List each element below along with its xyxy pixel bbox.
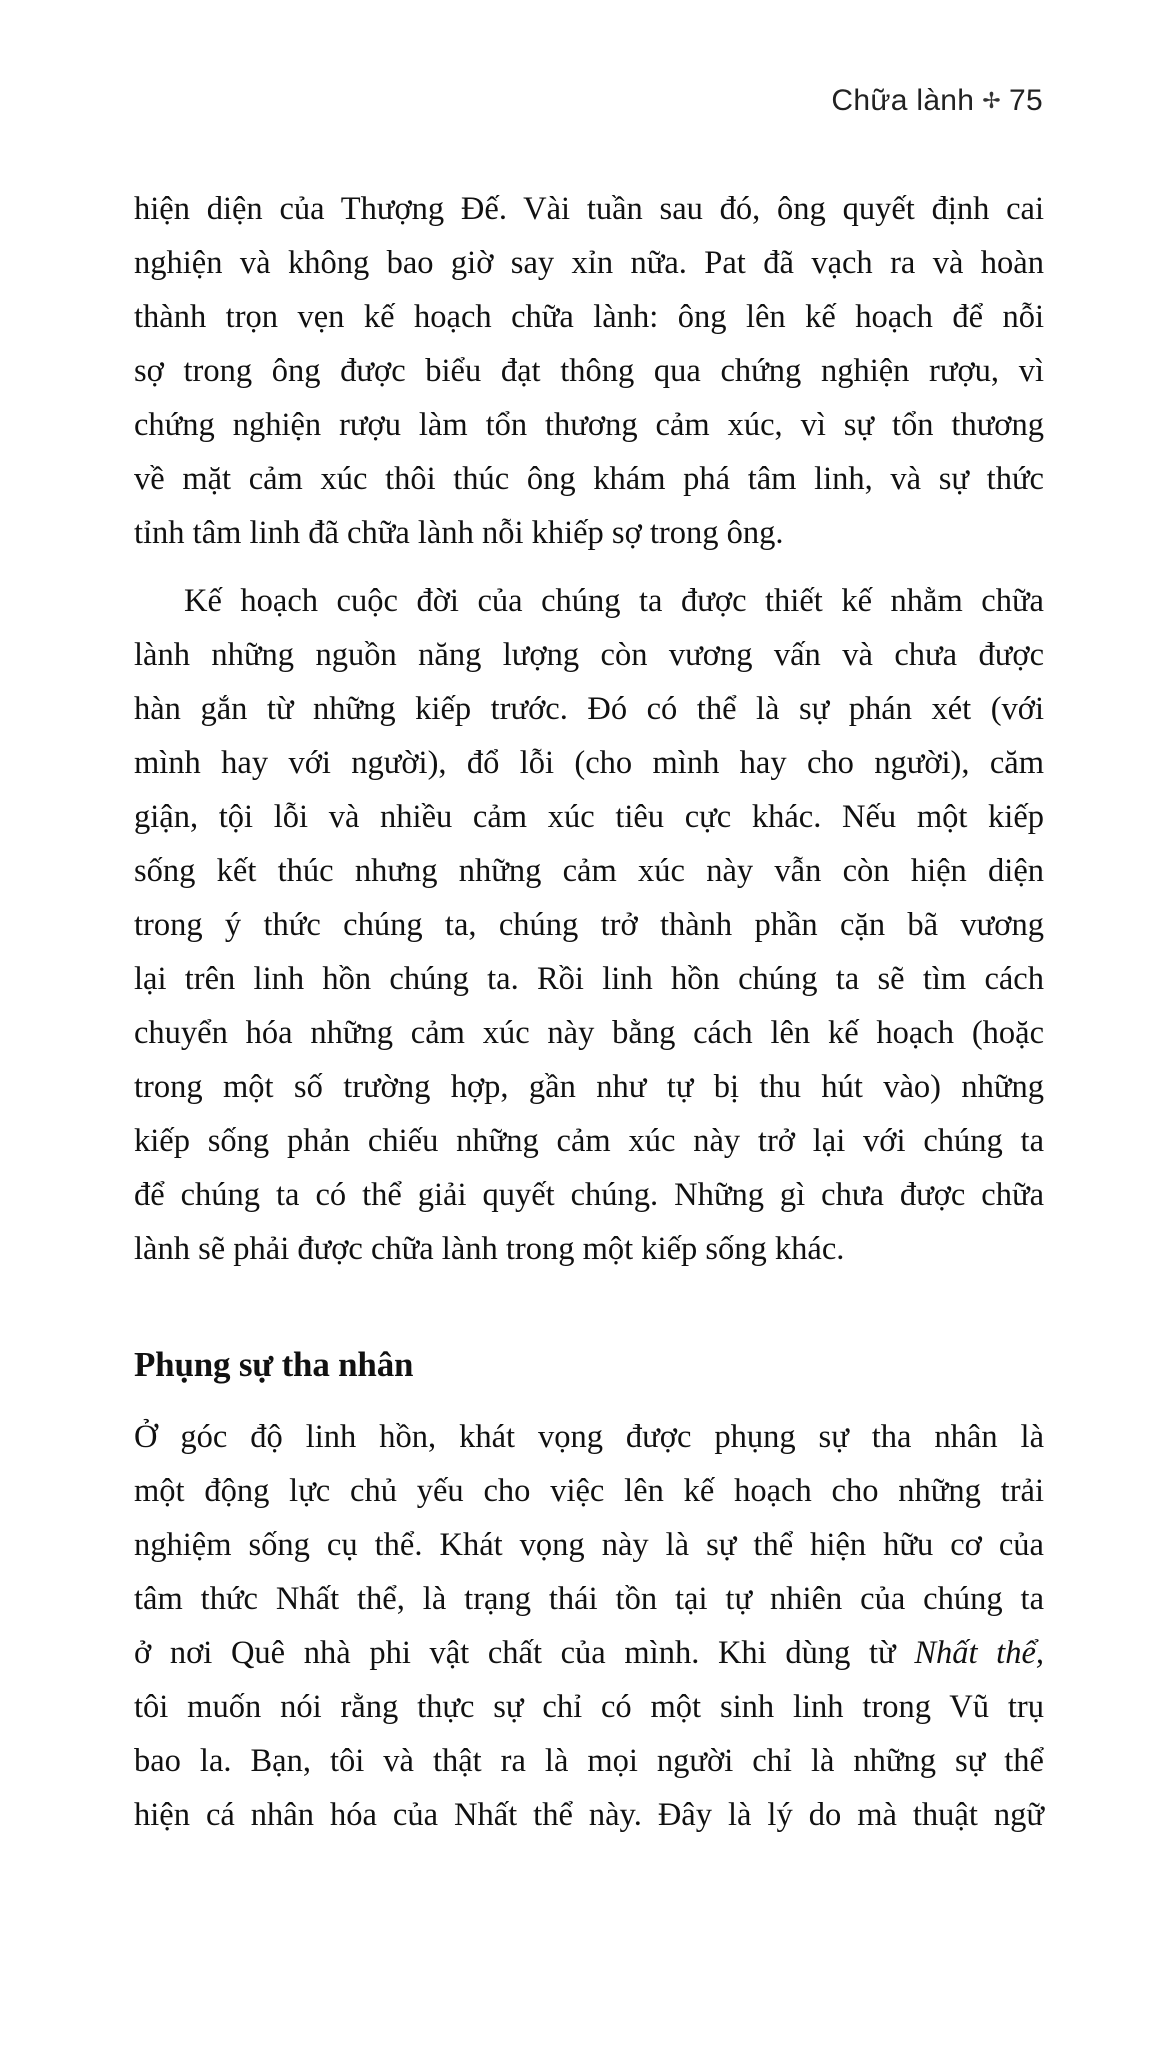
running-header <box>831 84 1043 118</box>
section-heading: Phụng sự tha nhân <box>134 1345 414 1384</box>
ornament-icon: ✢ <box>982 88 1002 113</box>
text-line: một động lực chủ yếu cho việc lên kế hoạch cho những trải <box>134 1473 1044 1509</box>
text-line: Ở góc độ linh hồn, khát vọng được phụng sự tha nhân là <box>134 1419 1044 1455</box>
text-line: để chúng ta có thể giải quyết chúng. Những gì chưa được chữa <box>134 1177 1044 1213</box>
text-line: trong ý thức chúng ta, chúng trở thành phần cặn bã vương <box>134 907 1044 943</box>
chapter-title: Chữa lành <box>831 84 975 117</box>
text-line: hàn gắn từ những kiếp trước. Đó có thể là sự phán xét (với <box>134 691 1044 727</box>
text-line: chứng nghiện rượu làm tổn thương cảm xúc, vì sự tổn thương <box>134 407 1044 443</box>
text-line: tâm thức Nhất thể, là trạng thái tồn tại tự nhiên của chúng ta <box>134 1581 1044 1617</box>
text-run: ở nơi Quê nhà phi vật chất của mình. Khi dùng từ <box>134 1635 915 1671</box>
text-line: lành sẽ phải được chữa lành trong một kiếp sống khác. <box>134 1231 845 1267</box>
text-line <box>134 1626 1044 1680</box>
text-line: trong một số trường hợp, gần như tự bị thu hút vào) những <box>134 1069 1044 1105</box>
text-line: hiện diện của Thượng Đế. Vài tuần sau đó, ông quyết định cai <box>134 191 1044 227</box>
paragraph-1 <box>134 182 1044 560</box>
italic-term: Nhất thể, <box>914 1635 1044 1671</box>
text-line: nghiện và không bao giờ say xỉn nữa. Pat đã vạch ra và hoàn <box>134 245 1044 281</box>
text-line: chuyển hóa những cảm xúc này bằng cách lên kế hoạch (hoặc <box>134 1015 1044 1051</box>
text-line: thành trọn vẹn kế hoạch chữa lành: ông lên kế hoạch để nỗi <box>134 299 1044 335</box>
text-line: giận, tội lỗi và nhiều cảm xúc tiêu cực khác. Nếu một kiếp <box>134 799 1044 835</box>
text-line: về mặt cảm xúc thôi thúc ông khám phá tâm linh, và sự thức <box>134 461 1044 497</box>
text-line: tôi muốn nói rằng thực sự chỉ có một sinh linh trong Vũ trụ <box>134 1689 1044 1725</box>
paragraph-3 <box>134 1410 1044 1842</box>
text-line: Kế hoạch cuộc đời của chúng ta được thiết kế nhằm chữa <box>184 583 1044 619</box>
text-line: mình hay với người), đổ lỗi (cho mình hay cho người), căm <box>134 745 1044 781</box>
page-number: 75 <box>1009 84 1043 117</box>
text-line: sống kết thúc nhưng những cảm xúc này vẫn còn hiện diện <box>134 853 1044 889</box>
text-line: sợ trong ông được biểu đạt thông qua chứng nghiện rượu, vì <box>134 353 1044 389</box>
text-line: kiếp sống phản chiếu những cảm xúc này trở lại với chúng ta <box>134 1123 1044 1159</box>
text-line: nghiệm sống cụ thể. Khát vọng này là sự thể hiện hữu cơ của <box>134 1527 1044 1563</box>
text-line: lành những nguồn năng lượng còn vương vấn và chưa được <box>134 637 1044 673</box>
text-line: tỉnh tâm linh đã chữa lành nỗi khiếp sợ trong ông. <box>134 515 784 551</box>
body-text <box>134 182 1044 1842</box>
text-line: bao la. Bạn, tôi và thật ra là mọi người chỉ là những sự thể <box>134 1743 1044 1779</box>
paragraph-2 <box>134 574 1044 1276</box>
text-line: lại trên linh hồn chúng ta. Rồi linh hồn chúng ta sẽ tìm cách <box>134 961 1044 997</box>
text-line: hiện cá nhân hóa của Nhất thể này. Đây là lý do mà thuật ngữ <box>134 1797 1044 1833</box>
